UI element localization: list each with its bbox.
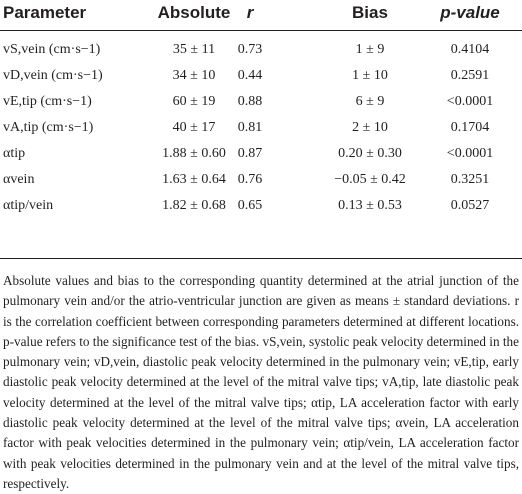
cell-r: 0.81 [237,120,263,135]
header-bias: Bias [352,3,388,22]
table-row [0,140,522,166]
cell-absolute: 34 ± 10 [172,68,216,83]
cell-pvalue: <0.0001 [446,94,494,109]
header-absolute: Absolute [157,3,231,22]
table-row [0,114,522,140]
table-bottom-rule [0,258,522,259]
cell-absolute: 1.88 ± 0.60 [162,146,226,161]
cell-r: 0.65 [237,198,263,213]
cell-pvalue: 0.2591 [450,68,490,83]
cell-bias: 2 ± 10 [352,120,388,135]
header-rule [0,30,522,31]
cell-bias: −0.05 ± 0.42 [334,172,406,187]
cell-absolute: 35 ± 11 [172,42,216,57]
cell-parameter: vE,tip (cm·s−1) [3,94,92,109]
cell-parameter: vS,vein (cm·s−1) [3,42,101,57]
table-row [0,36,522,62]
cell-pvalue: <0.0001 [446,146,494,161]
cell-pvalue: 0.0527 [450,198,490,213]
header-r: r [246,3,254,22]
cell-parameter: αtip [3,146,26,161]
table-footnote: Absolute values and bias to the corresponding quantity determined at the atrial junction of the pulmonary vein and/or the atrio-ventricular junction are given as means ± standard deviations. r is the correlation coefficient between corresponding parameters determined at different locations. p-value refers to the significance test of the bias. vS,vein, systolic peak velocity determined in the pulmonary vein; vD,vein, diastolic peak velocity determined in the pulmonary vein; vE,tip, early diastolic peak velocity determined at the level of the mitral valve tips; vA,tip, late diastolic peak velocity determined at the level of the mitral valve tips; αtip, LA acceleration factor with early diastolic peak velocity determined at the level of the mitral valve tips; αvein, LA acceleration factor with peak velocities determined in the pulmonary vein; αtip/vein, LA acceleration factor with peak velocities determined in the pulmonary vein and at the level of the mitral valve tips, respectively. [3,273,519,491]
cell-pvalue: 0.4104 [450,42,490,57]
cell-bias: 1 ± 9 [355,42,385,57]
cell-r: 0.76 [237,172,263,187]
header-pvalue: p-value [440,3,500,22]
cell-r: 0.87 [237,146,263,161]
cell-bias: 1 ± 10 [352,68,388,83]
table-header [0,0,522,30]
cell-parameter: vA,tip (cm·s−1) [3,120,94,135]
cell-parameter: αvein [3,172,35,187]
cell-bias: 6 ± 9 [355,94,385,109]
cell-absolute: 1.63 ± 0.64 [162,172,226,187]
cell-absolute: 60 ± 19 [172,94,216,109]
cell-r: 0.88 [237,94,263,109]
cell-absolute: 40 ± 17 [172,120,216,135]
cell-parameter: αtip/vein [3,198,54,213]
cell-bias: 0.13 ± 0.53 [338,198,402,213]
table-row [0,192,522,218]
cell-r: 0.73 [237,42,263,57]
table-row [0,166,522,192]
table-row [0,62,522,88]
cell-parameter: vD,vein (cm·s−1) [3,68,103,83]
cell-pvalue: 0.1704 [450,120,490,135]
header-parameter: Parameter [3,3,87,22]
cell-bias: 0.20 ± 0.30 [338,146,402,161]
table-row [0,88,522,114]
cell-absolute: 1.82 ± 0.68 [162,198,226,213]
cell-r: 0.44 [237,68,263,83]
cell-pvalue: 0.3251 [450,172,490,187]
